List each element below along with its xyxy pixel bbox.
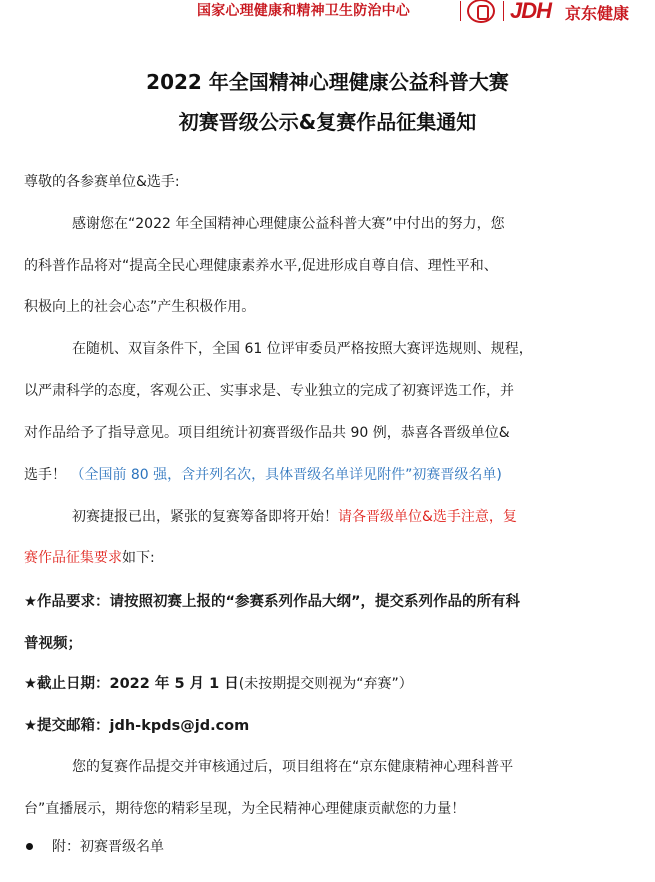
para3-text: 如下: <box>122 550 155 566</box>
deadline-label: ★截止日期：2022 年 5 月 1 日 <box>24 676 239 692</box>
para1-line: 的科普作品将对“提高全民心理健康素养水平,促进形成自尊自信、理性平和、 <box>24 258 498 274</box>
jdh-logo: JDH <box>510 0 552 23</box>
para3-line <box>24 548 155 568</box>
requirement-works: ★作品要求：请按照初赛上报的“参赛系列作品大纲”，提交系列作品的所有科 <box>24 594 521 610</box>
para3-text: 初赛捷报已出，紧张的复赛筹备即将开始！ <box>72 509 338 525</box>
attachment-link[interactable]: 附：初赛晋级名单 <box>52 839 164 855</box>
greeting: 尊敬的各参赛单位&选手: <box>24 174 180 190</box>
qualify-note: （全国前 80 强，含并列名次，具体晋级名单详见附件”初赛晋级名单) <box>70 467 502 483</box>
page-title-line-1: 2022 年全国精神心理健康公益科普大赛 <box>146 70 509 94</box>
para2-line: 对作品给予了指导意见。项目组统计初赛晋级作品共 90 例，恭喜各晋级单位& <box>24 425 510 441</box>
brand-name: 京东健康 <box>565 4 630 23</box>
requirement-email: ★提交邮箱：jdh-kpds@jd.com <box>24 718 250 734</box>
page-header <box>0 0 655 26</box>
header-divider <box>460 1 461 21</box>
para4-line: 您的复赛作品提交并审核通过后，项目组将在“京东健康精神心理科普平 <box>72 759 514 775</box>
para2-text: 选手！ <box>24 467 66 483</box>
org-name: 国家心理健康和精神卫生防治中心 <box>197 3 410 19</box>
requirement-deadline <box>24 674 413 694</box>
notice-highlight: 赛作品征集要求 <box>24 550 122 566</box>
notice-highlight: 请各晋级单位&选手注意，复 <box>338 509 517 525</box>
emblem-logo-icon <box>467 0 495 23</box>
header-divider <box>503 1 504 21</box>
page-title-line-2: 初赛晋级公示&复赛作品征集通知 <box>178 110 477 134</box>
para2-line: 以严肃科学的态度，客观公正、实事求是、专业独立的完成了初赛评选工作，并 <box>24 383 514 399</box>
para4-line: 台”直播展示，期待您的精彩呈现，为全民精神心理健康贡献您的力量！ <box>24 801 466 817</box>
para1-line: 感谢您在“2022 年全国精神心理健康公益科普大赛”中付出的努力，您 <box>72 216 505 232</box>
bullet-icon <box>26 843 33 850</box>
para3-line <box>72 507 517 527</box>
deadline-note: (未按期提交则视为“弃赛”） <box>238 676 413 692</box>
para2-line: 在随机、双盲条件下，全国 61 位评审委员严格按照大赛评选规则、规程， <box>72 341 533 357</box>
requirement-works: 普视频； <box>24 636 82 652</box>
para2-line <box>24 465 502 485</box>
para1-line: 积极向上的社会心态”产生积极作用。 <box>24 299 256 315</box>
